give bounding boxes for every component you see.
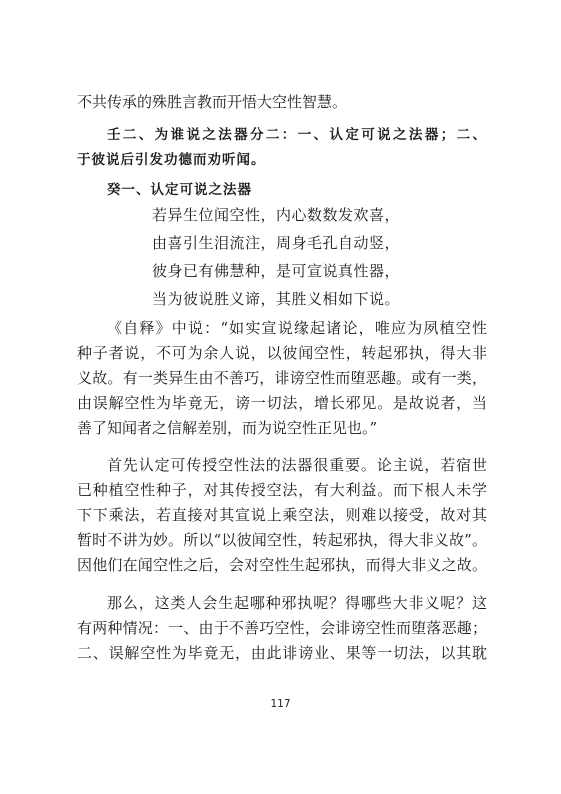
paragraph-line: 首先认定可传授空性法的法器很重要。论主说，若宿世 <box>107 456 487 474</box>
paragraph-line: 已种植空性种子，对其传授空法，有大利益。而下根人未学 <box>77 481 487 499</box>
verse-line: 若异生位闻空性，内心数数发欢喜， <box>152 206 401 224</box>
verse-line: 由喜引生泪流注，周身毛孔自动竖， <box>152 234 401 252</box>
paragraph-line: 暂时不讲为妙。所以“以彼闻空性，转起邪执，得大非义故”。 <box>77 531 487 549</box>
paragraph-line: 下下乘法，若直接对其宣说上乘空法，则难以接受，故对其 <box>77 506 487 524</box>
paragraph-line: 种子者说，不可为余人说，以彼闻空性，转起邪执，得大非 <box>77 344 487 362</box>
paragraph-line: 有两种情况：一、由于不善巧空性，会诽谤空性而堕落恶趣； <box>77 619 487 637</box>
paragraph-line: 二、误解空性为毕竟无，由此诽谤业、果等一切法，以其耽 <box>77 644 487 662</box>
paragraph-line: 因他们在闻空性之后，会对空性生起邪执，而得大非义之故。 <box>77 556 487 574</box>
verse-line: 彼身已有佛慧种，是可宣说真性器， <box>152 262 401 280</box>
paragraph-line: 由误解空性为毕竟无，谤一切法，增长邪见。是故说者，当 <box>77 394 487 412</box>
paragraph-line: 那么，这类人会生起哪种邪执呢？得哪些大非义呢？这 <box>107 594 487 612</box>
verse-line: 当为彼说胜义谛，其胜义相如下说。 <box>152 290 401 308</box>
paragraph-line: 义故。有一类异生由不善巧，诽谤空性而堕恶趣。或有一类， <box>77 369 487 387</box>
section-heading-line-1: 壬二、为谁说之法器分二：一、认定可说之法器；二、 <box>107 127 487 143</box>
subsection-heading: 癸一、认定可说之法器 <box>107 182 252 198</box>
page-number: 117 <box>270 698 291 710</box>
paragraph-line: 善了知闻者之信解差别，而为说空性正见也。” <box>77 419 378 437</box>
section-heading-line-2: 于彼说后引发功德而劝听闻。 <box>77 152 266 168</box>
opening-line: 不共传承的殊胜言教而开悟大空性智慧。 <box>77 93 348 111</box>
paragraph-line: 《自释》中说：“如实宣说缘起诸论，唯应为夙植空性 <box>107 319 487 337</box>
